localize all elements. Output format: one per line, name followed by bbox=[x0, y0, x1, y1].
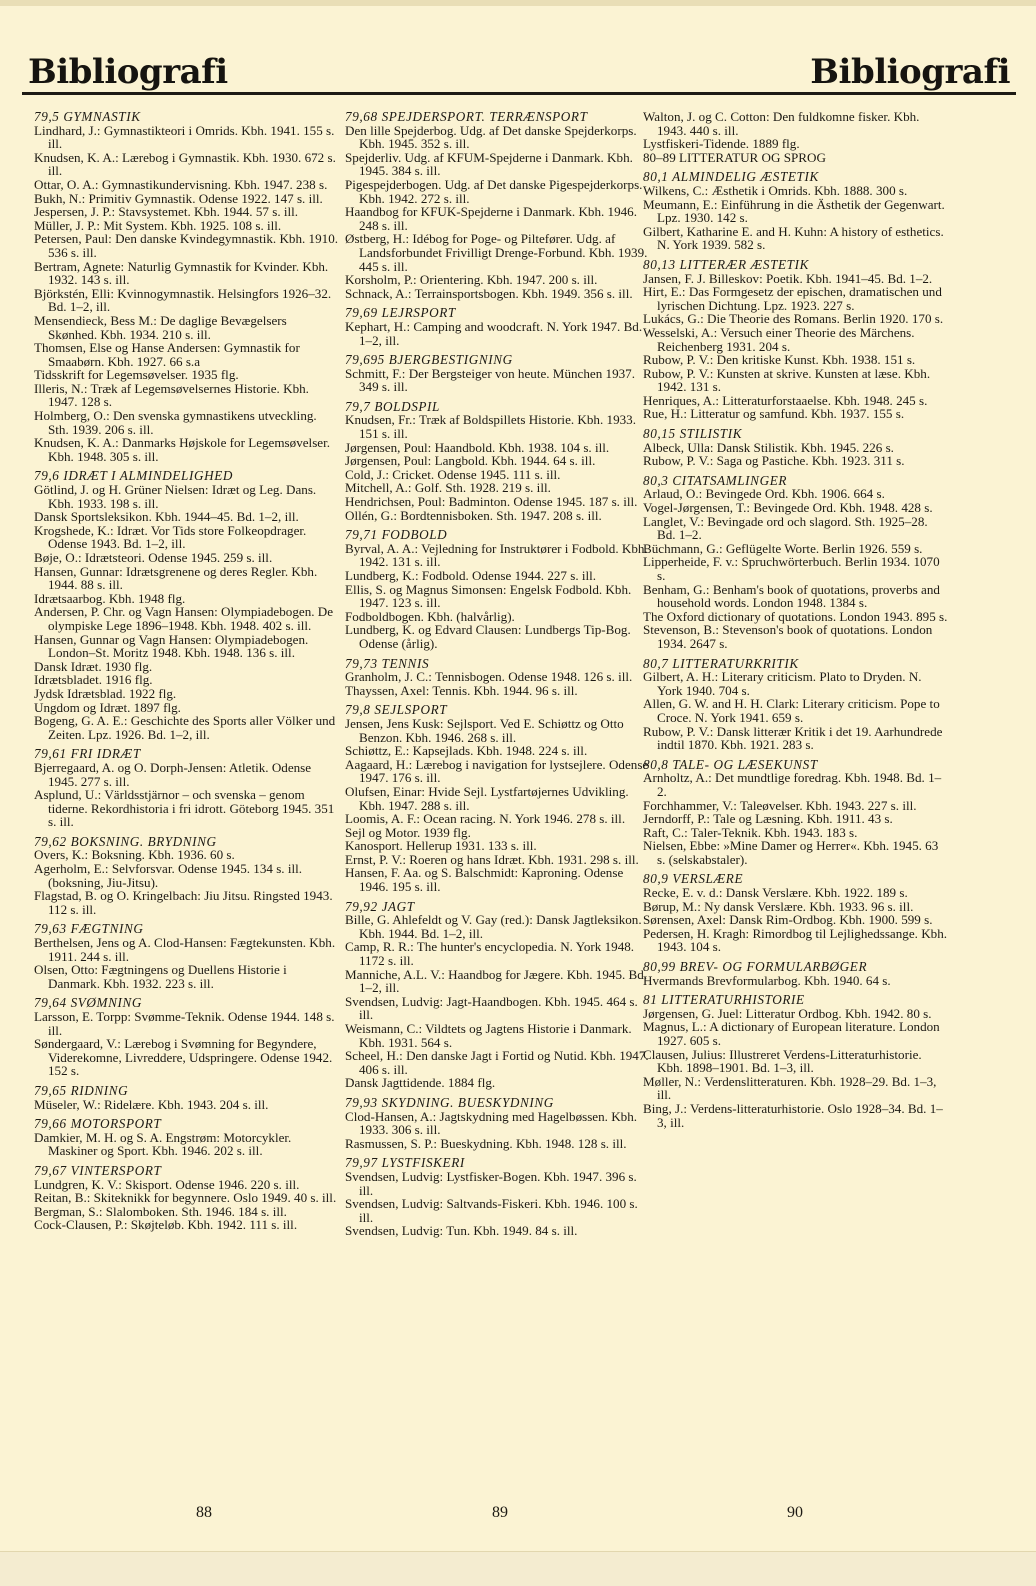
section-heading: 79,63 FÆGTNING bbox=[34, 921, 144, 937]
bibliography-entry: Thomsen, Else og Hanse Andersen: Gymnastik for Smaabørn. Kbh. 1927. 66 s.a bbox=[34, 340, 300, 369]
bibliography-entry: Idrætsaarbog. Kbh. 1948 flg. bbox=[34, 590, 186, 606]
bibliography-entry: Jørgensen, G. Juel: Litteratur Ordbog. Kbh. 1942. 80 s. bbox=[643, 1005, 932, 1021]
bibliography-entry: Vogel-Jørgensen, T.: Bevingede Ord. Kbh. 1948. 428 s. bbox=[643, 500, 933, 516]
section-heading: 79,62 BOKSNING. BRYDNING bbox=[34, 833, 217, 849]
bibliography-column-3 bbox=[643, 110, 948, 1129]
bibliography-entry: Ellis, S. og Magnus Simonsen: Engelsk Fodbold. Kbh. 1947. 123 s. ill. bbox=[345, 581, 632, 611]
bibliography-entry: Jansen, F. J. Billeskov: Poetik. Kbh. 1941–45. Bd. 1–2. bbox=[643, 270, 933, 286]
bibliography-entry: Hansen, F. Aa. og S. Balschmidt: Kaproning. Odense 1946. 195 s. ill. bbox=[345, 865, 624, 895]
bibliography-entry: Müller, J. P.: Mit System. Kbh. 1925. 108 s. ill. bbox=[34, 217, 282, 233]
bibliography-column-1 bbox=[34, 110, 339, 1232]
bibliography-entry: Hvermands Brevformularbog. Kbh. 1940. 64 s. bbox=[643, 972, 891, 988]
bibliography-entry: Stevenson, B.: Stevenson's book of quotations. London 1934. 2647 s. bbox=[643, 622, 933, 651]
bibliography-entry: Götlind, J. og H. Grüner Nielsen: Idræt og Leg. Dans. Kbh. 1933. 198 s. ill. bbox=[34, 482, 317, 511]
bibliography-entry: Østberg, H.: Idébog for Poge- og Piltefører. Udg. af Landsforbundet Frivilligt Drenge-Forbund. Kbh. 1939. 445 s. ill. bbox=[345, 231, 648, 274]
bibliography-entry: Lindhard, J.: Gymnastikteori i Omrids. Kbh. 1941. 155 s. ill. bbox=[34, 122, 335, 152]
section-heading: 80,7 LITTERATURKRITIK bbox=[643, 655, 799, 671]
bibliography-entry: Clausen, Julius: Illustreret Verdens-Litteraturhistorie. Kbh. 1898–1901. Bd. 1–3, ill. bbox=[643, 1046, 922, 1076]
bibliography-entry: Bertram, Agnete: Naturlig Gymnastik for Kvinder. Kbh. 1932. 143 s. ill. bbox=[34, 258, 329, 288]
bibliography-entry: Lipperheide, F. v.: Spruchwörterbuch. Berlin 1934. 1070 s. bbox=[643, 554, 940, 583]
bibliography-entry: Mensendieck, Bess M.: De daglige Bevægelsers Skønhed. Kbh. 1934. 210 s. ill. bbox=[34, 312, 287, 342]
bibliography-entry: Krogshede, K.: Idræt. Vor Tids store Folkeopdrager. Odense 1943. Bd. 1–2, ill. bbox=[34, 522, 307, 552]
section-heading: 80,15 STILISTIK bbox=[643, 426, 743, 442]
section-heading: 79,8 SEJLSPORT bbox=[345, 702, 448, 718]
bibliography-entry: Allen, G. W. and H. H. Clark: Literary criticism. Pope to Croce. N. York 1941. 659 s. bbox=[643, 696, 940, 725]
bibliography-entry: Arlaud, O.: Bevingede Ord. Kbh. 1906. 664 s. bbox=[643, 486, 885, 502]
section-heading: 79,61 FRI IDRÆT bbox=[34, 746, 141, 762]
section-heading: 79,6 IDRÆT I ALMINDELIGHED bbox=[34, 468, 234, 484]
bibliography-entry: Jespersen, J. P.: Stavsystemet. Kbh. 1944. 57 s. ill. bbox=[34, 204, 299, 220]
bibliography-entry: Hansen, Gunnar og Vagn Hansen: Olympiadebogen. London–St. Moritz 1948. Kbh. 1948. 136 s. ill. bbox=[34, 631, 309, 661]
section-heading: 80–89 LITTERATUR OG SPROG bbox=[643, 149, 826, 165]
bibliography-entry: Ollén, G.: Bordtennisboken. Sth. 1947. 208 s. ill. bbox=[345, 507, 602, 523]
section-heading: 79,92 JAGT bbox=[345, 898, 415, 914]
section-heading: 79,73 TENNIS bbox=[345, 655, 430, 671]
bibliography-entry: Haandbog for KFUK-Spejderne i Danmark. Kbh. 1946. 248 s. ill. bbox=[345, 204, 638, 233]
section-heading: 80,99 BREV- OG FORMULARBØGER bbox=[643, 959, 868, 975]
bibliography-entry: Den lille Spejderbog. Udg. af Det danske Spejderkorps. Kbh. 1945. 352 s. ill. bbox=[345, 122, 637, 152]
bibliography-entry: Ottar, O. A.: Gymnastikundervisning. Kbh. 1947. 238 s. bbox=[34, 176, 328, 192]
bibliography-entry: Søndergaard, V.: Lærebog i Svømning for Begyndere, Viderekomne, Livreddere, Udspringere. Odense 1942. 152 s. bbox=[34, 1036, 333, 1079]
section-heading: 79,97 LYSTFISKERI bbox=[345, 1155, 465, 1171]
section-heading: 79,71 FODBOLD bbox=[345, 527, 448, 543]
bibliography-entry: Bukh, N.: Primitiv Gymnastik. Odense 1922. 147 s. ill. bbox=[34, 190, 323, 206]
page-bottom-edge bbox=[0, 1551, 1036, 1586]
bibliography-entry: Rasmussen, S. P.: Bueskydning. Kbh. 1948. 128 s. ill. bbox=[345, 1135, 627, 1151]
bibliography-entry: Lundgren, K. V.: Skisport. Odense 1946. 220 s. ill. bbox=[34, 1176, 300, 1192]
bibliography-entry: Björkstén, Elli: Kvinnogymnastik. Helsingfors 1926–32. Bd. 1–2, ill. bbox=[34, 285, 332, 315]
bibliography-entry: Dansk Idræt. 1930 flg. bbox=[34, 658, 153, 674]
bibliography-entry: Manniche, A.L. V.: Haandbog for Jægere. Kbh. 1945. Bd. 1–2, ill. bbox=[345, 966, 648, 996]
bibliography-entry: Børup, M.: Ny dansk Verslære. Kbh. 1933. 96 s. ill. bbox=[643, 898, 914, 914]
bibliography-entry: Lundberg, K.: Fodbold. Odense 1944. 227 s. ill. bbox=[345, 568, 597, 583]
bibliography-entry: Walton, J. og C. Cotton: Den fuldkomne fisker. Kbh. 1943. 440 s. ill. bbox=[643, 109, 920, 138]
section-heading: 80,3 CITATSAMLINGER bbox=[643, 472, 788, 488]
bibliography-entry: Albeck, Ulla: Dansk Stilistik. Kbh. 1945. 226 s. bbox=[643, 439, 894, 455]
bibliography-entry: Svendsen, Ludvig: Jagt-Haandbogen. Kbh. 1945. 464 s. ill. bbox=[345, 993, 638, 1023]
bibliography-entry: Sejl og Motor. 1939 flg. bbox=[345, 824, 471, 840]
section-heading: 79,695 BJERGBESTIGNING bbox=[345, 352, 513, 368]
section-heading: 80,8 TALE- OG LÆSEKUNST bbox=[643, 756, 818, 772]
bibliography-entry: Bergman, S.: Slalomboken. Sth. 1946. 184 s. ill. bbox=[34, 1203, 287, 1219]
section-heading: 81 LITTERATURHISTORIE bbox=[643, 992, 805, 1008]
bibliography-entry: Bøje, O.: Idrætsteori. Odense 1945. 259 s. ill. bbox=[34, 550, 273, 565]
bibliography-entry: Holmberg, O.: Den svenska gymnastikens utveckling. Sth. 1939. 206 s. ill. bbox=[34, 408, 317, 437]
bibliography-entry: Arnholtz, A.: Det mundtlige foredrag. Kbh. 1948. Bd. 1–2. bbox=[643, 770, 942, 799]
section-heading: 79,65 RIDNING bbox=[34, 1082, 129, 1098]
bibliography-entry: Bogeng, G. A. E.: Geschichte des Sports aller Völker und Zeiten. Lpz. 1926. Bd. 1–2, ill. bbox=[34, 713, 336, 742]
bibliography-entry: Weismann, C.: Vildtets og Jagtens Historie i Danmark. Kbh. 1931. 564 s. bbox=[345, 1021, 632, 1050]
bibliography-entry: Spejderliv. Udg. af KFUM-Spejderne i Danmark. Kbh. 1945. 384 s. ill. bbox=[345, 149, 633, 179]
bibliography-entry: Dansk Jagttidende. 1884 flg. bbox=[345, 1075, 496, 1091]
section-heading: 79,68 SPEJDERSPORT. TERRÆNSPORT bbox=[345, 109, 588, 124]
bibliography-entry: Ernst, P. V.: Roeren og hans Idræt. Kbh. 1931. 298 s. ill. bbox=[345, 851, 639, 867]
page-top-edge bbox=[0, 0, 1036, 6]
bibliography-entry: Aagaard, H.: Lærebog i navigation for lystsejlere. Odense 1947. 176 s. ill. bbox=[345, 756, 649, 786]
bibliography-entry: Larsson, E. Torpp: Svømme-Teknik. Odense 1944. 148 s. ill. bbox=[34, 1009, 335, 1038]
bibliography-entry: Svendsen, Ludvig: Lystfisker-Bogen. Kbh. 1947. 396 s. ill. bbox=[345, 1168, 637, 1198]
bibliography-entry: Kanosport. Hellerup 1931. 133 s. ill. bbox=[345, 838, 537, 854]
bibliography-entry: Clod-Hansen, A.: Jagtskydning med Hagelbøssen. Kbh. 1933. 306 s. ill. bbox=[345, 1108, 638, 1138]
section-heading: 79,7 BOLDSPIL bbox=[345, 398, 440, 414]
page-number-90: 90 bbox=[787, 1504, 803, 1521]
bibliography-entry: Büchmann, G.: Geflügelte Worte. Berlin 1926. 559 s. bbox=[643, 540, 923, 556]
page-number-88: 88 bbox=[196, 1504, 212, 1521]
bibliography-entry: Svendsen, Ludvig: Saltvands-Fiskeri. Kbh. 1946. 100 s. ill. bbox=[345, 1196, 638, 1225]
bibliography-entry: Jørgensen, Poul: Haandbold. Kbh. 1938. 104 s. ill. bbox=[345, 439, 610, 455]
section-heading: 79,5 GYMNASTIK bbox=[34, 109, 141, 124]
bibliography-entry: Korsholm, P.: Orientering. Kbh. 1947. 200 s. ill. bbox=[345, 272, 598, 288]
bibliography-entry: Jørgensen, Poul: Langbold. Kbh. 1944. 64 s. ill. bbox=[345, 453, 596, 469]
bibliography-entry: Magnus, L.: A dictionary of European literature. London 1927. 605 s. bbox=[643, 1019, 940, 1048]
bibliography-column-2 bbox=[345, 110, 650, 1238]
header-title-right: Bibliografi bbox=[810, 52, 1010, 92]
bibliography-entry: Meumann, E.: Einführung in die Ästhetik der Gegenwart. Lpz. 1930. 142 s. bbox=[643, 196, 945, 226]
bibliography-entry: Illeris, N.: Træk af Legemsøvelsernes Historie. Kbh. 1947. 128 s. bbox=[34, 380, 309, 410]
bibliography-entry: Idrætsbladet. 1916 flg. bbox=[34, 672, 153, 688]
bibliography-entry: Svendsen, Ludvig: Tun. Kbh. 1949. 84 s. ill. bbox=[345, 1223, 578, 1239]
section-heading: 79,67 VINTERSPORT bbox=[34, 1162, 162, 1178]
bibliography-entry: Schnack, A.: Terrainsportsbogen. Kbh. 1949. 356 s. ill. bbox=[345, 285, 633, 301]
bibliography-entry: Schmitt, F.: Der Bergsteiger von heute. München 1937. 349 s. ill. bbox=[345, 365, 635, 395]
bibliography-entry: Jydsk Idrætsblad. 1922 flg. bbox=[34, 685, 177, 701]
bibliography-entry: Sørensen, Axel: Dansk Rim-Ordbog. Kbh. 1900. 599 s. bbox=[643, 912, 933, 928]
bibliography-entry: Wilkens, C.: Æsthetik i Omrids. Kbh. 1888. 300 s. bbox=[643, 182, 908, 198]
page-number-89: 89 bbox=[492, 1504, 508, 1521]
bibliography-entry: Knudsen, K. A.: Lærebog i Gymnastik. Kbh. 1930. 672 s. ill. bbox=[34, 149, 336, 179]
bibliography-entry: Kephart, H.: Camping and woodcraft. N. York 1947. Bd. 1–2, ill. bbox=[345, 318, 643, 348]
bibliography-entry: Olufsen, Einar: Hvide Sejl. Lystfartøjernes Udvikling. Kbh. 1947. 288 s. ill. bbox=[345, 783, 629, 813]
bibliography-entry: Lukács, G.: Die Theorie des Romans. Berlin 1920. 170 s. bbox=[643, 311, 944, 327]
bibliography-entry: Nielsen, Ebbe: »Mine Damer og Herrer«. Kbh. 1945. 63 s. (selskabstaler). bbox=[643, 838, 939, 867]
bibliography-entry: Pedersen, H. Kragh: Rimordbog til Lejlighedssange. Kbh. 1943. 104 s. bbox=[643, 925, 948, 955]
bibliography-entry: Dansk Sportsleksikon. Kbh. 1944–45. Bd. 1–2, ill. bbox=[34, 509, 299, 525]
bibliography-entry: Knudsen, K. A.: Danmarks Højskole for Legemsøvelser. Kbh. 1948. 305 s. ill. bbox=[34, 435, 331, 464]
bibliography-entry: Jerndorff, P.: Tale og Læsning. Kbh. 1911. 43 s. bbox=[643, 811, 893, 827]
bibliography-entry: Byrval, A. A.: Vejledning for Instruktører i Fodbold. Kbh. 1942. 131 s. ill. bbox=[345, 540, 648, 570]
page-header bbox=[0, 40, 1036, 100]
bibliography-entry: Mitchell, A.: Golf. Sth. 1928. 219 s. ill. bbox=[345, 480, 551, 496]
section-heading: 80,1 ALMINDELIG ÆSTETIK bbox=[643, 169, 819, 185]
bibliography-entry: Raft, C.: Taler-Teknik. Kbh. 1943. 183 s. bbox=[643, 824, 858, 840]
section-heading: 79,64 SVØMNING bbox=[34, 995, 143, 1011]
bibliography-entry: Recke, E. v. d.: Dansk Verslære. Kbh. 1922. 189 s. bbox=[643, 885, 908, 901]
bibliography-entry: Berthelsen, Jens og A. Clod-Hansen: Fægtekunsten. Kbh. 1911. 244 s. ill. bbox=[34, 935, 336, 964]
bibliography-entry: Ungdom og Idræt. 1897 flg. bbox=[34, 699, 181, 715]
bibliography-entry: Petersen, Paul: Den danske Kvindegymnastik. Kbh. 1910. 536 s. ill. bbox=[34, 231, 339, 260]
bibliography-entry: Asplund, U.: Världsstjärnor – och svenska – genom tiderne. Rekordhistoria i fri idrott. Göteborg 1945. 351 s. ill. bbox=[34, 787, 335, 830]
bibliography-entry: Reitan, B.: Skiteknikk for begynnere. Oslo 1949. 40 s. ill. bbox=[34, 1190, 337, 1206]
bibliography-entry: Pigespejderbogen. Udg. af Det danske Pigespejderkorps. Kbh. 1942. 272 s. ill. bbox=[345, 176, 643, 206]
bibliography-entry: Bjerregaard, A. og O. Dorph-Jensen: Atletik. Odense 1945. 277 s. ill. bbox=[34, 759, 312, 789]
bibliography-entry: Gilbert, A. H.: Literary criticism. Plato to Dryden. N. York 1940. 704 s. bbox=[643, 669, 922, 698]
bibliography-entry: Rue, H.: Litteratur og samfund. Kbh. 1937. 155 s. bbox=[643, 406, 905, 422]
bibliography-entry: Olsen, Otto: Fægtningens og Duellens Historie i Danmark. Kbh. 1932. 223 s. ill. bbox=[34, 962, 287, 991]
section-heading: 79,93 SKYDNING. BUESKYDNING bbox=[345, 1094, 554, 1110]
bibliography-entry: Rubow, P. V.: Dansk litterær Kritik i det 19. Aarhundrede indtil 1870. Kbh. 1921. 283 s. bbox=[643, 723, 943, 753]
bibliography-entry: Fodboldbogen. Kbh. (halvårlig). bbox=[345, 608, 515, 624]
bibliography-entry: Andersen, P. Chr. og Vagn Hansen: Olympiadebogen. De olympiske Lege 1896–1948. Kbh. 1948. 402 s. ill. bbox=[34, 604, 334, 633]
bibliography-entry: Lystfiskeri-Tidende. 1889 flg. bbox=[643, 136, 800, 152]
section-heading: 80,9 VERSLÆRE bbox=[643, 871, 744, 887]
section-heading: 80,13 LITTERÆR ÆSTETIK bbox=[643, 256, 809, 272]
bibliography-entry: Hirt, E.: Das Formgesetz der epischen, dramatischen und lyrischen Dichtung. Lpz. 1923. 227 s. bbox=[643, 284, 942, 313]
bibliography-entry: Jensen, Jens Kusk: Sejlsport. Ved E. Schiøttz og Otto Benzon. Kbh. 1946. 268 s. ill. bbox=[345, 715, 624, 745]
bibliography-entry: Wesselski, A.: Versuch einer Theorie des Märchens. Reichenberg 1931. 204 s. bbox=[643, 324, 915, 354]
bibliography-entry: Bille, G. Ahlefeldt og V. Gay (red.): Dansk Jagtleksikon. Kbh. 1944. Bd. 1–2, ill. bbox=[345, 912, 642, 941]
bibliography-entry: Knudsen, Fr.: Træk af Boldspillets Historie. Kbh. 1933. 151 s. ill. bbox=[345, 412, 636, 442]
bibliography-entry: The Oxford dictionary of quotations. London 1943. 895 s. bbox=[643, 608, 948, 624]
bibliography-entry: Loomis, A. F.: Ocean racing. N. York 1946. 278 s. ill. bbox=[345, 811, 626, 827]
bibliography-entry: Cock-Clausen, P.: Skøjteløb. Kbh. 1942. 111 s. ill. bbox=[34, 1217, 298, 1233]
bibliography-entry: Rubow, P. V.: Kunsten at skrive. Kunsten at læse. Kbh. 1942. 131 s. bbox=[643, 365, 931, 395]
bibliography-entry: Schiøttz, E.: Kapsejlads. Kbh. 1948. 224 s. ill. bbox=[345, 743, 588, 759]
section-heading: 79,69 LEJRSPORT bbox=[345, 305, 456, 321]
bibliography-entry: Müseler, W.: Ridelære. Kbh. 1943. 204 s. ill. bbox=[34, 1096, 269, 1112]
bibliography-entry: Hendrichsen, Poul: Badminton. Odense 1945. 187 s. ill. bbox=[345, 494, 638, 510]
bibliography-entry: Rubow, P. V.: Saga og Pastiche. Kbh. 1923. 311 s. bbox=[643, 453, 905, 469]
header-rule bbox=[22, 92, 1016, 95]
bibliography-entry: Thayssen, Axel: Tennis. Kbh. 1944. 96 s. ill. bbox=[345, 682, 578, 698]
bibliography-entry: Møller, N.: Verdenslitteraturen. Kbh. 1928–29. Bd. 1–3, ill. bbox=[643, 1073, 937, 1103]
bibliography-entry: Langlet, V.: Bevingade ord och slagord. Sth. 1925–28. Bd. 1–2. bbox=[643, 513, 928, 543]
bibliography-entry: Granholm, J. C.: Tennisbogen. Odense 1948. 126 s. ill. bbox=[345, 669, 633, 685]
bibliography-entry: Gilbert, Katharine E. and H. Kuhn: A history of esthetics. N. York 1939. 582 s. bbox=[643, 223, 944, 253]
bibliography-entry: Tidsskrift for Legemsøvelser. 1935 flg. bbox=[34, 367, 239, 383]
bibliography-entry: Henriques, A.: Litteraturforstaaelse. Kbh. 1948. 245 s. bbox=[643, 392, 928, 408]
bibliography-entry: Camp, R. R.: The hunter's encyclopedia. N. York 1948. 1172 s. ill. bbox=[345, 939, 635, 969]
bibliography-entry: Hansen, Gunnar: Idrætsgrenene og deres Regler. Kbh. 1944. 88 s. ill. bbox=[34, 563, 318, 593]
bibliography-entry: Overs, K.: Boksning. Kbh. 1936. 60 s. bbox=[34, 847, 235, 863]
bibliography-entry: Benham, G.: Benham's book of quotations, proverbs and household words. London 1948. 1384 s. bbox=[643, 581, 940, 611]
bibliography-entry: Forchhammer, V.: Taleøvelser. Kbh. 1943. 227 s. ill. bbox=[643, 797, 917, 813]
bibliography-entry: Damkier, M. H. og S. A. Engstrøm: Motorcykler. Maskiner og Sport. Kbh. 1946. 202 s. ill. bbox=[34, 1129, 292, 1159]
bibliography-entry: Flagstad, B. og O. Kringelbach: Jiu Jitsu. Ringsted 1943. 112 s. ill. bbox=[34, 888, 333, 917]
bibliography-entry: Scheel, H.: Den danske Jagt i Fortid og Nutid. Kbh. 1947. 406 s. ill. bbox=[345, 1048, 649, 1077]
bibliography-entry: Agerholm, E.: Selvforsvar. Odense 1945. 134 s. ill. (boksning, Jiu-Jitsu). bbox=[34, 861, 303, 890]
bibliography-entry: Rubow, P. V.: Den kritiske Kunst. Kbh. 1938. 151 s. bbox=[643, 352, 916, 368]
section-heading: 79,66 MOTORSPORT bbox=[34, 1116, 162, 1132]
header-title-left: Bibliografi bbox=[28, 52, 228, 92]
bibliography-entry: Lundberg, K. og Edvard Clausen: Lundbergs Tip-Bog. Odense (årlig). bbox=[345, 622, 631, 651]
bibliography-entry: Bing, J.: Verdens-litteraturhistorie. Oslo 1928–34. Bd. 1–3, ill. bbox=[643, 1100, 943, 1130]
bibliography-entry: Cold, J.: Cricket. Odense 1945. 111 s. ill. bbox=[345, 466, 561, 482]
